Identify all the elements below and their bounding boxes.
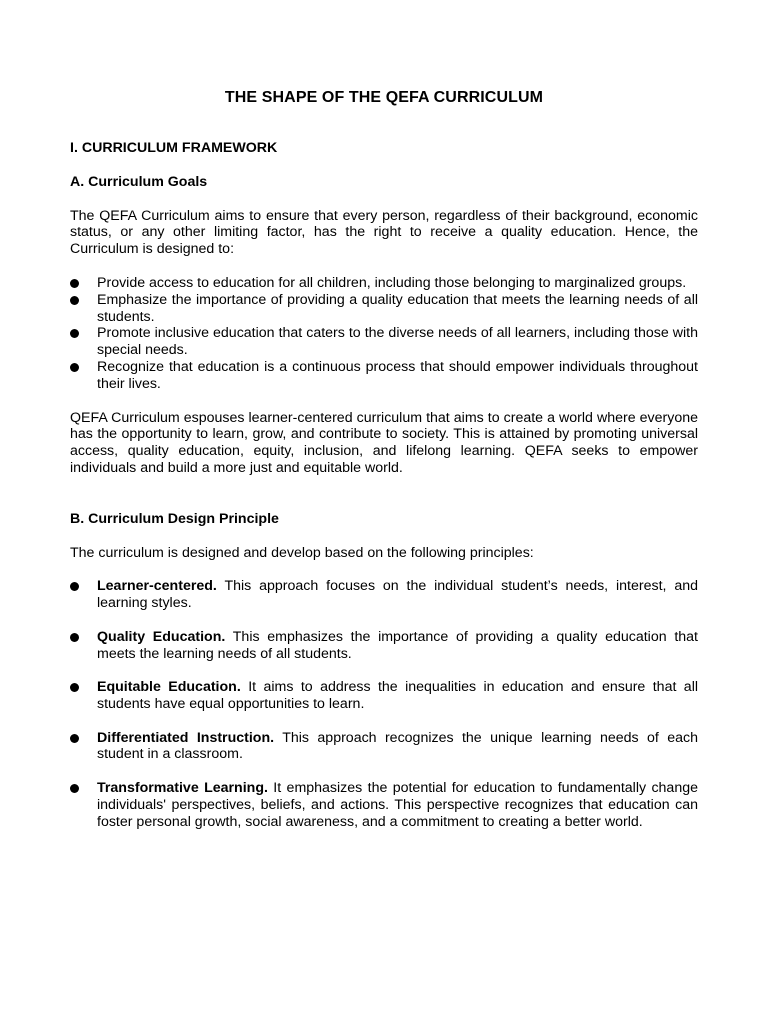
list-item [70,730,698,764]
list-item [70,679,698,713]
bullet-icon [70,296,79,305]
list-item [70,275,698,292]
principle-text: This approach recognizes the unique learning needs of each student in a classroom. [97,729,698,763]
bullet-icon [70,363,79,372]
page-title: THE SHAPE OF THE QEFA CURRICULUM [224,89,544,106]
principle-term: Differentiated Instruction. [97,729,275,746]
list-item [70,780,698,830]
list-item [70,292,698,326]
list-item-text: Recognize that education is a continuous process that should empower individuals throughout their lives. [97,358,698,392]
principle-term: Equitable Education. [97,679,241,696]
list-item [70,629,698,663]
principle-text: This approach focuses on the individual student’s needs, interest, and learning styles. [97,578,698,612]
bullet-icon [70,784,79,793]
goals-closing-paragraph: QEFA Curriculum espouses learner-centered curriculum that aims to create a world where everyone has the opportunity to learn, grow, and contribute to society. This is attained by promoting universal access, quality education, equity, inclusion, and lifelong learning. QEFA seeks to empower individuals and build a more just and equitable world. [70,409,698,476]
principle-term: Quality Education. [97,628,226,645]
bullet-icon [70,734,79,743]
principle-text: This emphasizes the importance of providing a quality education that meets the learning needs of all students. [97,628,698,662]
principles-bullet-list [70,578,698,830]
list-item [70,359,698,393]
principle-text: It emphasizes the potential for education to fundamentally change individuals' perspectives, beliefs, and actions. This perspective recognizes that education can foster personal growth, social awareness, and a commitment to creating a better world. [97,779,698,830]
list-item [70,325,698,359]
principle-term: Transformative Learning. [97,779,268,796]
list-item-text: Emphasize the importance of providing a quality education that meets the learning needs of all students. [97,291,698,325]
section-heading-curriculum-framework: I. CURRICULUM FRAMEWORK [70,140,278,156]
bullet-icon [70,279,79,288]
bullet-icon [70,633,79,642]
bullet-icon [70,582,79,591]
goals-bullet-list [70,275,698,393]
list-item [70,578,698,612]
list-item-text: Provide access to education for all children, including those belonging to marginalized groups. [97,274,687,291]
principle-text: It aims to address the inequalities in education and ensure that all students have equal opportunities to learn. [97,679,698,712]
subsection-heading-curriculum-goals: A. Curriculum Goals [70,173,208,190]
bullet-icon [70,683,79,692]
bullet-icon [70,329,79,338]
goals-intro-paragraph: The QEFA Curriculum aims to ensure that every person, regardless of their background, economic status, or any other limiting factor, has the right to receive a quality education. Hence, the Curriculum is designed to: [70,207,698,258]
subsection-heading-design-principle: B. Curriculum Design Principle [70,510,279,527]
list-item-text: Promote inclusive education that caters to the diverse needs of all learners, including those with special needs. [97,325,698,359]
principle-term: Learner-centered. [97,578,217,595]
principles-intro-paragraph: The curriculum is designed and develop based on the following principles: [70,544,534,561]
document-body [70,140,698,847]
